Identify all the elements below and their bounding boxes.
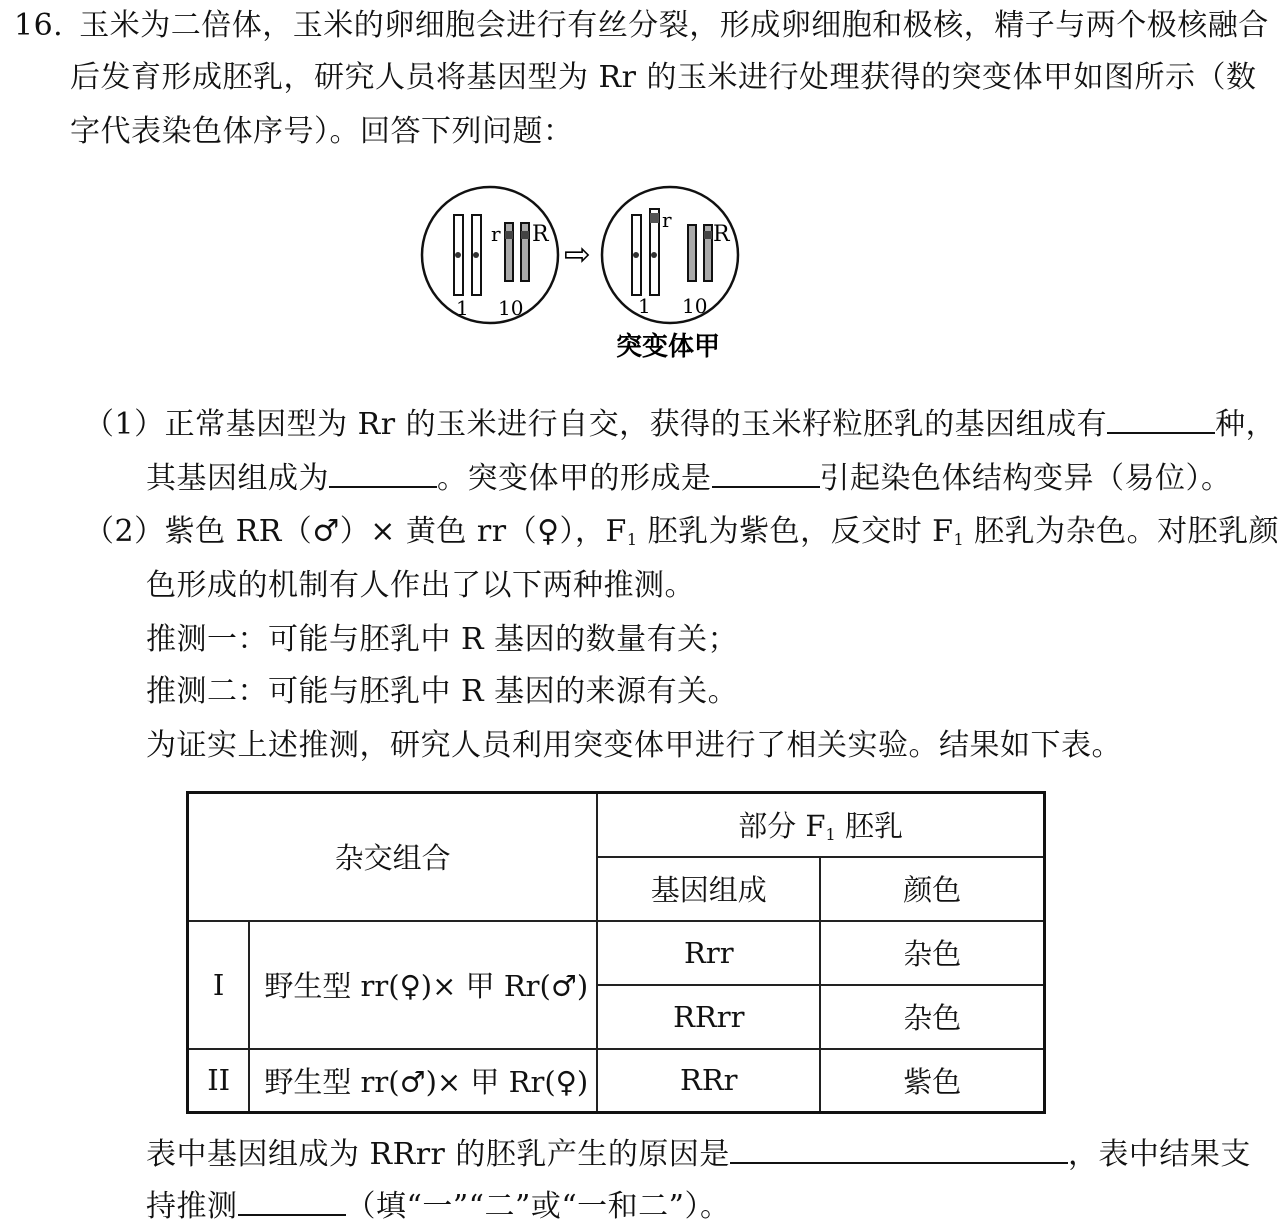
question-stem-line-2: 后发育形成胚乳，研究人员将基因型为 Rr 的玉米进行处理获得的突变体甲如图所示（数 bbox=[70, 60, 1257, 95]
group-label-I: I bbox=[188, 921, 250, 1049]
part2-text-d: 胚乳为紫色，反交时 F bbox=[637, 514, 954, 549]
cross-II: 野生型 rr(♂)× 甲 Rr(♀) bbox=[249, 1049, 597, 1113]
conclusion-line-2 bbox=[146, 1186, 731, 1227]
answer-blank-4[interactable] bbox=[730, 1134, 1068, 1164]
cross-I: 野生型 rr(♀)× 甲 Rr(♂) bbox=[249, 921, 597, 1049]
chromosome-figure bbox=[420, 183, 750, 373]
part1-line-2 bbox=[146, 458, 1232, 499]
part1-line-1 bbox=[84, 404, 1276, 445]
hypothesis-1: 推测一：可能与胚乳中 R 基因的数量有关； bbox=[146, 622, 739, 657]
chromosome-diagram bbox=[420, 183, 750, 373]
color-cell: 杂色 bbox=[820, 921, 1044, 985]
chromosome-10a-mutant bbox=[688, 225, 696, 281]
subscript-1: 1 bbox=[626, 530, 638, 549]
answer-blank-1[interactable] bbox=[1107, 404, 1215, 434]
hypothesis-2: 推测二：可能与胚乳中 R 基因的来源有关。 bbox=[146, 674, 739, 709]
figure-caption: 突变体甲 bbox=[616, 332, 721, 362]
header-color: 颜色 bbox=[820, 857, 1044, 921]
transform-arrow: ⇨ bbox=[564, 235, 591, 273]
conclusion-text-b: ，表中结果支 bbox=[1067, 1137, 1251, 1172]
color-cell: 紫色 bbox=[820, 1049, 1044, 1113]
part1-text-c: 其基因组成为 bbox=[146, 461, 329, 496]
chromosome-number-1-right: 1 bbox=[638, 294, 651, 318]
header-genotype: 基因组成 bbox=[597, 857, 820, 921]
chromosome-number-10-left: 10 bbox=[498, 296, 524, 320]
genotype-cell: Rrr bbox=[597, 921, 820, 985]
results-table bbox=[186, 791, 1046, 1114]
part1-text-d: 。突变体甲的形成是 bbox=[437, 461, 712, 496]
header-partial-text: 部分 F bbox=[738, 809, 826, 844]
question-stem-line-3: 字代表染色体序号）。回答下列问题： bbox=[70, 114, 574, 149]
part2-line-5: 为证实上述推测，研究人员利用突变体甲进行了相关实验。结果如下表。 bbox=[146, 728, 1122, 763]
answer-blank-2[interactable] bbox=[329, 458, 437, 488]
header-cross: 杂交组合 bbox=[188, 793, 598, 921]
part1-text-b: 种， bbox=[1215, 407, 1277, 442]
part1-text-e: 引起染色体结构变异（易位）。 bbox=[819, 461, 1232, 496]
answer-blank-5[interactable] bbox=[238, 1186, 346, 1216]
gene-R-label-right: R bbox=[713, 222, 730, 247]
chromosome-number-1-left: 1 bbox=[456, 296, 469, 320]
table-row bbox=[188, 921, 1045, 985]
genotype-cell: RRr bbox=[597, 1049, 820, 1113]
gene-r-label-right: r bbox=[662, 208, 672, 232]
conclusion-text-d: （填“一”“二”或“一和二”）。 bbox=[345, 1189, 731, 1224]
question-number: 16. bbox=[14, 8, 64, 43]
female-symbol: ♀ bbox=[537, 514, 560, 549]
answer-blank-3[interactable] bbox=[712, 458, 820, 488]
normal-cell-circle bbox=[422, 187, 558, 323]
conclusion-text-a: 表中基因组成为 RRrr 的胚乳产生的原因是 bbox=[146, 1137, 730, 1172]
question-line-1 bbox=[14, 6, 1269, 46]
part2-line-2: 色形成的机制有人作出了以下两种推测。 bbox=[146, 568, 695, 603]
group-label-II: II bbox=[188, 1049, 250, 1113]
table-row bbox=[188, 1049, 1045, 1113]
genotype-cell: RRrr bbox=[597, 985, 820, 1049]
part2-text-e: 胚乳为杂色。对胚乳颜 bbox=[964, 514, 1279, 549]
part2-text-b: ）× 黄色 rr（ bbox=[339, 514, 538, 549]
chromosome-number-10-right: 10 bbox=[682, 294, 708, 318]
part2-text-a: （2）紫色 RR（ bbox=[84, 514, 313, 549]
gene-r-label-left: r bbox=[491, 222, 501, 246]
conclusion-text-c: 持推测 bbox=[146, 1189, 238, 1224]
header-partial-f1 bbox=[597, 793, 1044, 857]
gene-R-label-left: R bbox=[532, 222, 549, 247]
question-stem-line-1: 玉米为二倍体，玉米的卵细胞会进行有丝分裂，形成卵细胞和极核，精子与两个极核融合 bbox=[79, 8, 1269, 43]
header-subscript: 1 bbox=[825, 825, 836, 845]
header-partial-text-b: 胚乳 bbox=[835, 809, 903, 844]
color-cell: 杂色 bbox=[820, 985, 1044, 1049]
subscript-1b: 1 bbox=[953, 530, 965, 549]
male-symbol: ♂ bbox=[312, 514, 340, 549]
part2-line-1 bbox=[84, 512, 1279, 560]
part1-text-a: （1）正常基因型为 Rr 的玉米进行自交，获得的玉米籽粒胚乳的基因组成有 bbox=[84, 407, 1108, 442]
conclusion-line-1 bbox=[146, 1134, 1251, 1175]
part2-text-c: ），F bbox=[559, 514, 627, 549]
